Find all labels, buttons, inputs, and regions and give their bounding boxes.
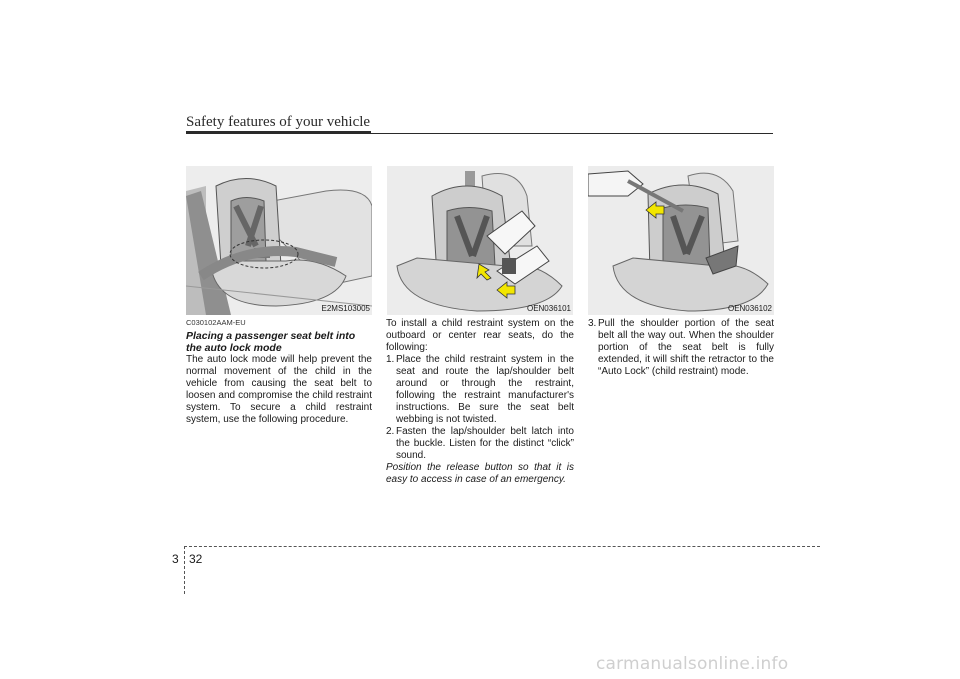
subsection-heading: Placing a passenger seat belt into the auto lock mode [186,330,356,354]
figure-3-pull-shoulder-belt [588,166,774,315]
figure-code: OEN036101 [526,304,571,313]
note-paragraph: Position the release button so that it is easy to access in case of an emergency. [386,462,574,485]
step-list [588,318,774,378]
footer-vertical-rule [184,546,185,594]
column-1 [186,318,372,426]
header-rule-thin [371,133,773,134]
column-2 [386,318,574,486]
intro-paragraph: To install a child restraint system on the outboard or center rear seats, do the following: [386,318,574,353]
child-seat-illustration-3 [588,166,774,315]
list-item: 2. Fasten the lap/shoulder belt latch into the buckle. Listen for the distinct “click” sound. [386,426,574,461]
section-code: C030102AAM-EU [186,318,246,327]
footer-rule [184,546,820,547]
header-rule-thick [186,131,371,134]
page-number: 32 [189,552,203,566]
list-item: 1. Place the child restraint system in the seat and route the lap/shoulder belt around or through the restraint, following the restraint manufacturer's instructions. Be sure the seat belt webbing is not twisted. [386,354,574,425]
figure-2-fasten-buckle [387,166,573,315]
child-seat-illustration-1 [186,166,372,315]
list-item: 3. Pull the shoulder portion of the seat belt all the way out. When the shoulder portion of the seat belt is fully extended, it will shift the retractor to the “Auto Lock” (child restraint) mode. [588,318,774,377]
watermark: carmanualsonline.info [596,654,789,674]
step-list [386,354,574,462]
figure-1-seat-belt-auto-lock [186,166,372,315]
chapter-number: 3 [172,552,179,566]
column-3 [588,318,774,378]
figure-code: E2MS103005 [321,304,370,313]
section-title: Safety features of your vehicle [186,114,371,130]
body-paragraph: The auto lock mode will help prevent the normal movement of the child in the vehicle from causing the seat belt to loosen and compromise the child restraint system. To secure a child restraint system, use the following procedure. [186,354,372,425]
child-seat-illustration-2 [387,166,573,315]
figure-code: OEN036102 [727,304,772,313]
